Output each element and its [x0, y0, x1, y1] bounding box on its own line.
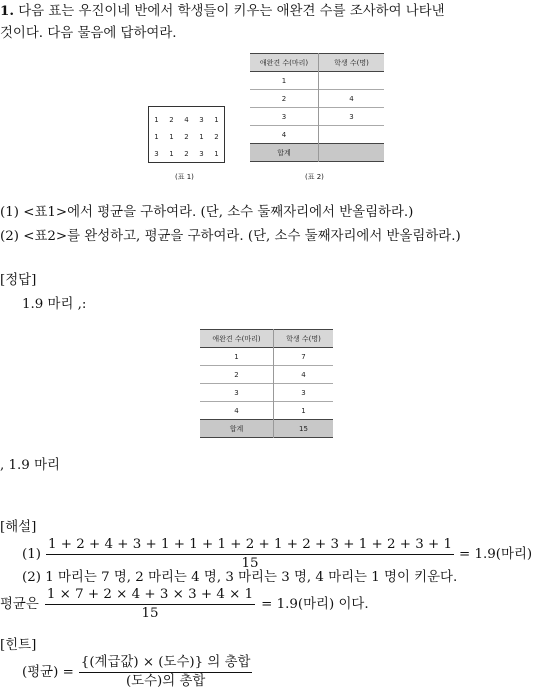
table-1-cell: 2: [214, 132, 219, 141]
answer-label: [정답]: [0, 273, 37, 288]
explanation-part-3-prefix: 평균은: [0, 596, 39, 612]
question-text-2: 것이다. 다음 물음에 답하여라.: [0, 26, 177, 41]
fraction-denominator: (도수)의 총합: [79, 672, 253, 691]
fraction-numerator: {(계급값) × (도수)} 의 총합: [80, 655, 251, 670]
answer-table: [200, 329, 333, 438]
fraction-numerator: 1 × 7 + 2 × 4 + 3 × 3 + 4 × 1: [46, 587, 254, 602]
table-1-caption: (표 1): [175, 173, 194, 181]
hint-fraction: [79, 654, 253, 691]
table-2-total-value: [319, 144, 385, 162]
table-2-cell: 3: [349, 112, 354, 121]
table-2-cell: 1: [250, 72, 319, 90]
explanation-part-3-result: = 1.9(마리) 이다.: [261, 596, 369, 612]
table-1-cell: 4: [184, 115, 189, 124]
answer-table-cell: 3: [301, 388, 306, 397]
table-2-cell: 4: [349, 94, 354, 103]
table-1-cell: 2: [184, 132, 189, 141]
table-2-cell: 2: [250, 90, 319, 108]
explanation-fraction-1: [46, 536, 454, 573]
answer-table-cell: 2: [200, 366, 274, 384]
explanation-part-1-result: = 1.9(마리): [459, 546, 533, 562]
explanation-fraction-2: [45, 586, 255, 623]
table-2-header: 애완견 수(마리): [250, 54, 319, 72]
table-2-header: 학생 수(명): [334, 58, 369, 67]
explanation-label: [해설]: [0, 520, 37, 535]
hint-formula: [22, 654, 257, 691]
fraction-numerator: 1 + 2 + 4 + 3 + 1 + 1 + 1 + 2 + 1 + 2 + 3 + 1 + 2 + 3 + 1: [47, 537, 453, 552]
table-2-cell: 4: [250, 126, 319, 144]
question-text-1: 다음 표는 우진이네 반에서 학생들이 키우는 애완견 수를 조사하여 나타낸: [18, 4, 445, 19]
explanation-part-2: (2) 1 마리는 7 명, 2 마리는 4 명, 3 마리는 3 명, 4 마리는 1 명이 키운다.: [22, 570, 458, 585]
table-1-cell: 3: [154, 149, 159, 158]
hint-prefix: (평균) =: [22, 664, 74, 680]
answer-table-cell: 3: [200, 384, 274, 402]
table-2-caption: (표 2): [305, 173, 324, 181]
table-2-cell: 3: [250, 108, 319, 126]
fraction-denominator: 15: [46, 554, 454, 573]
table-1-grid: [149, 111, 224, 162]
question-number: 1.: [0, 3, 14, 19]
table-1-cell: 3: [199, 115, 204, 124]
explanation-part-1-prefix: (1): [22, 546, 41, 562]
sub-question-1: (1) <표1>에서 평균을 구하여라. (단, 소수 둘째자리에서 반올림하라.): [0, 205, 414, 220]
answer-table-cell: 7: [301, 352, 306, 361]
fraction-denominator: 15: [45, 604, 255, 623]
answer-table-header: 학생 수(명): [286, 334, 321, 343]
table-1-cell: 1: [214, 149, 219, 158]
answer-line-1: 1.9 마리 ,:: [22, 297, 87, 312]
answer-table-total-label: 합계: [200, 420, 274, 438]
answer-table-total-value: 15: [299, 424, 308, 433]
table-1-cell: 1: [169, 149, 174, 158]
table-1-cell: 2: [184, 149, 189, 158]
explanation-part-3: [0, 586, 369, 623]
table-2: [250, 53, 384, 162]
table-1-cell: 1: [154, 132, 159, 141]
hint-label: [힌트]: [0, 638, 37, 653]
answer-table-cell: 1: [200, 348, 274, 366]
table-1-cell: 1: [199, 132, 204, 141]
table-2-total-label: 합계: [250, 144, 319, 162]
table-1: [148, 106, 225, 163]
table-1-cell: 1: [154, 115, 159, 124]
table-2-cell: [319, 126, 385, 144]
table-1-cell: 2: [169, 115, 174, 124]
answer-table-cell: 4: [200, 402, 274, 420]
answer-table-cell: 4: [301, 370, 306, 379]
explanation-part-1: [22, 536, 532, 573]
table-1-cell: 3: [199, 149, 204, 158]
table-1-cell: 1: [214, 115, 219, 124]
answer-line-2: , 1.9 마리: [0, 458, 60, 473]
table-2-cell: [319, 72, 385, 90]
table-1-cell: 1: [169, 132, 174, 141]
answer-table-header: 애완견 수(마리): [200, 330, 274, 348]
answer-table-cell: 1: [301, 406, 306, 415]
question-line-1: [0, 2, 445, 21]
sub-question-2: (2) <표2>를 완성하고, 평균을 구하여라. (단, 소수 둘째자리에서 반올림하라.): [0, 229, 461, 244]
